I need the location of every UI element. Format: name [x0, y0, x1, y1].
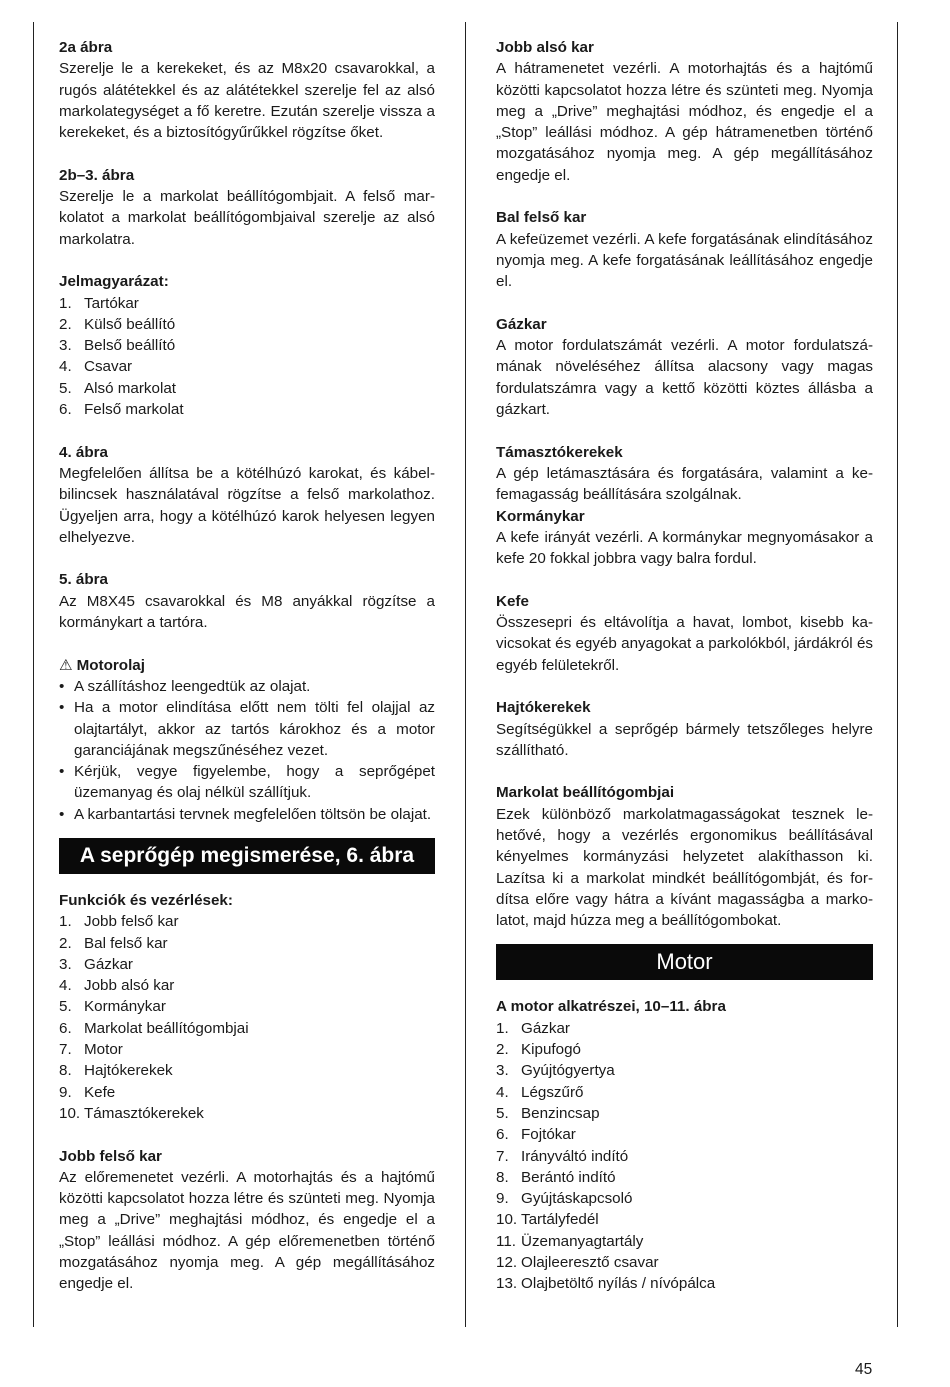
drive-wheels-heading: Hajtókerekek	[496, 699, 591, 717]
functions-section	[59, 890, 435, 1124]
list-item: 3. Gyújtógyertya	[496, 1062, 615, 1080]
fig4-heading: 4. ábra	[59, 443, 108, 461]
functions-heading: Funkciók és vezérlések:	[59, 891, 233, 909]
legend-heading: Jelmagyarázat:	[59, 273, 169, 291]
list-item: 9. Gyújtáskapcsoló	[496, 1190, 633, 1208]
left-upper-lever-section	[496, 207, 873, 292]
fig2a-heading: 2a ábra	[59, 39, 113, 56]
list-item: 6. Markolat beállítógombjai	[59, 1019, 249, 1037]
right-lower-lever-heading: Jobb alsó kar	[496, 39, 594, 56]
list-item: 1. Gázkar	[496, 1019, 570, 1037]
list-item: 7. Motor	[59, 1041, 123, 1059]
fig4-section	[59, 442, 435, 548]
list-item: 5. Kormánykar	[59, 998, 166, 1016]
list-item: 9. Kefe	[59, 1083, 116, 1101]
list-item: • A szállításhoz leengedtük az olajat.	[59, 677, 311, 695]
support-wheels-section	[496, 442, 873, 506]
fig2a-section	[59, 37, 435, 143]
functions-list	[59, 911, 435, 1124]
list-item: 2. Bal felső kar	[59, 934, 168, 952]
list-item: 1. Jobb felső kar	[59, 913, 179, 931]
drive-wheels-text: Segítségükkel a seprőgép bármely tetszőleges helyre szállítható.	[496, 720, 873, 759]
handle-knobs-text: Ezek különböző markolatmagasságokat tesznek lehetővé, hogy a vezérlés ergonomikus beállításával kényelmes kormányzási helyzetet alakíthasson ki. Lazítsa ki a markolat mindkét beállítógombját, és fordítsa előre vagy hátra a kívánt magasságba a markolatot, majd húzza meg a beállítógombokat.	[496, 805, 873, 930]
motor-parts-list	[496, 1018, 873, 1295]
list-item: 5. Alsó markolat	[59, 379, 177, 397]
list-item: 11. Üzemanyagtartály	[496, 1232, 644, 1250]
motor-parts-heading: A motor alkatrészei, 10–11. ábra	[496, 998, 726, 1016]
fig5-text: Az M8X45 csavarokkal és M8 anyákkal rögzítse a kormánykart a tartóra.	[59, 592, 435, 632]
fig4-text: Megfelelően állítsa be a kötélhúzó karokat, és kábelbilincsek használatával rögzítse a felső markolathoz. Ügyeljen arra, hogy a kötélhúzó karok helyesen legyen elhelyezve.	[59, 464, 435, 546]
handle-knobs-heading: Markolat beállítógombjai	[496, 784, 675, 802]
list-item: 8. Hajtókerekek	[59, 1062, 173, 1080]
list-item: 7. Irányváltó indító	[496, 1147, 629, 1165]
left-column	[59, 37, 435, 1295]
list-item: 4. Csavar	[59, 358, 133, 376]
list-item: • A karbantartási tervnek megfelelően töltsön be olajat.	[59, 805, 432, 823]
right-upper-lever-section	[59, 1146, 435, 1295]
right-margin-rule	[897, 22, 898, 1327]
right-lower-lever-text: A hátramenetet vezérli. A motorhajtás és a hajtómű közötti kapcsolatot hozza létre és szünteti meg. Nyomja meg a „Drive” meghajtási módhoz, és engedje el a „Stop” leállási módhoz. A gép hátramenetben történő mozgatásához nyomja meg. A gép megállításához engedje el.	[496, 60, 873, 184]
steering-lever-section	[496, 506, 873, 570]
list-item: • Ha a motor elindítása előtt nem tölti fel olajjal az olajtartályt, akkor az tartós károkhoz és a motor garanciájának megszűnéséhez vezet.	[59, 699, 435, 759]
list-item: 13. Olajbetöltő nyílás / nívópálca	[496, 1275, 716, 1293]
list-item: 6. Fojtókar	[496, 1126, 576, 1144]
support-wheels-heading: Támasztókerekek	[496, 443, 623, 461]
legend-section	[59, 271, 435, 420]
list-item: 6. Felső markolat	[59, 401, 184, 419]
motor-oil-heading: Motorolaj	[76, 656, 145, 674]
fig2a-text: Szerelje le a kerekeket, és az M8x20 csavarokkal, a rugós alátétekkel és az alátétekkel szerelje fel az alsó markolategységet a fő keretre. Ezután szerelje vissza a kerekeket, és a biztosítógyűrűkkel rögzítse őket.	[59, 60, 435, 142]
right-upper-lever-text: Az előremenetet vezérli. A motorhajtás és a hajtómű közötti kapcsolatot hozza létre és szünteti meg. Nyomja meg a „Drive” meghajtási módhoz, és engedje el a „Stop” leállási módhoz. A gép előremenetben történő mozgatásához nyomja meg. A gép megállításához engedje el.	[59, 1168, 435, 1293]
list-item: • Kérjük, vegye figyelembe, hogy a seprőgépet üzemanyag és olaj nélkül szállítjuk.	[59, 763, 435, 802]
throttle-text: A motor fordulatszámát vezérli. A motor fordulatszámának növeléséhez állítsa alacsony vagy magas fordulatszámra vagy a kettő közötti köztes állásba a gázkart.	[496, 337, 873, 419]
list-item: 3. Belső beállító	[59, 337, 176, 355]
motor-parts-section	[496, 996, 873, 1294]
right-column	[496, 37, 873, 1295]
brush-text: Összesepri és eltávolítja a havat, lombot, kisebb kavicsokat és egyéb anyagokat a parkolókból, járdákról és egyéb felületekről.	[496, 614, 873, 674]
left-margin-rule	[33, 22, 34, 1327]
right-upper-lever-heading: Jobb felső kar	[59, 1147, 162, 1165]
list-item: 1. Tartókar	[59, 294, 139, 312]
page-number: 45	[855, 1361, 873, 1378]
motor-oil-section	[59, 655, 435, 825]
support-wheels-text: A gép letámasztására és forgatására, valamint a kefemagasság beállítására szolgálnak.	[496, 464, 873, 504]
column-divider-rule	[465, 22, 466, 1327]
list-item: 10. Tartályfedél	[496, 1211, 599, 1229]
list-item: 8. Berántó indító	[496, 1168, 616, 1186]
throttle-section	[496, 314, 873, 420]
motor-banner: Motor	[496, 944, 873, 980]
handle-knobs-section	[496, 782, 873, 931]
steering-lever-heading: Kormánykar	[496, 507, 585, 525]
steering-lever-text: A kefe irányát vezérli. A kormánykar megnyomásakor a kefe 20 fokkal jobbra vagy balra fordul.	[496, 528, 873, 568]
list-item: 3. Gázkar	[59, 955, 133, 973]
section-banner: A seprőgép megismerése, 6. ábra	[59, 838, 435, 874]
legend-list	[59, 293, 435, 421]
list-item: 4. Jobb alsó kar	[59, 977, 175, 995]
list-item: 12. Olajleeresztő csavar	[496, 1254, 659, 1272]
left-upper-lever-heading: Bal felső kar	[496, 209, 587, 227]
fig5-section	[59, 569, 435, 633]
list-item: 4. Légszűrő	[496, 1083, 584, 1101]
list-item: 10. Támasztókerekek	[59, 1104, 204, 1122]
list-item: 2. Kipufogó	[496, 1041, 581, 1059]
list-item: 2. Külső beállító	[59, 315, 176, 333]
fig5-heading: 5. ábra	[59, 571, 108, 589]
fig2b3-section	[59, 165, 435, 250]
drive-wheels-section	[496, 697, 873, 761]
brush-section	[496, 591, 873, 676]
fig2b3-text: Szerelje le a markolat beállítógombjait. A felső markolatot a markolat beállítógombjaival szerelje az alsó markolatra.	[59, 188, 435, 248]
brush-heading: Kefe	[496, 592, 529, 610]
right-lower-lever-section	[496, 37, 873, 186]
motor-oil-bullets	[59, 676, 435, 825]
throttle-heading: Gázkar	[496, 315, 547, 333]
fig2b3-heading: 2b–3. ábra	[59, 166, 135, 184]
warning-triangle-icon: ⚠	[59, 656, 73, 674]
list-item: 5. Benzincsap	[496, 1104, 600, 1122]
left-upper-lever-text: A kefeüzemet vezérli. A kefe forgatásának elindításához nyomja meg. A kefe forgatásának leállításához engedje el.	[496, 230, 873, 291]
